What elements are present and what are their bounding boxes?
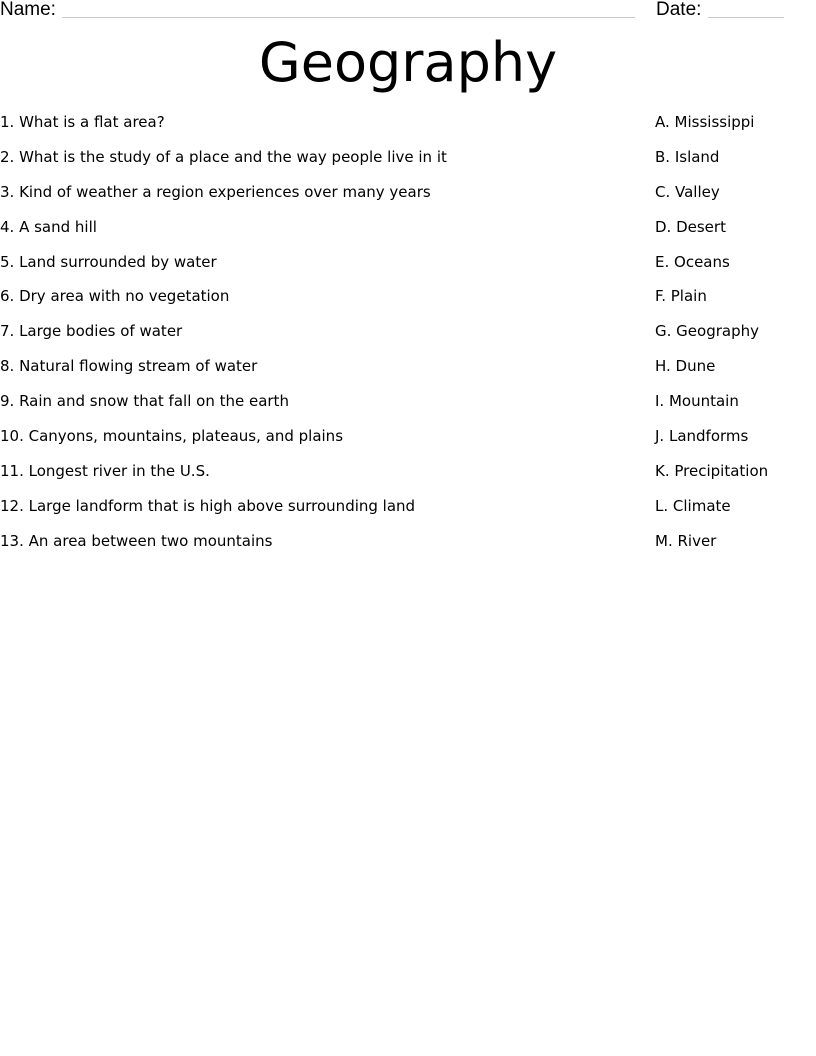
question-item: 13. An area between two mountains	[0, 531, 273, 550]
answers-list	[655, 111, 815, 565]
answer-item: K. Precipitation	[655, 461, 769, 480]
answer-item: B. Island	[655, 147, 720, 166]
answer-item: J. Landforms	[655, 427, 749, 446]
answer-item: L. Climate	[655, 496, 731, 515]
question-item: 11. Longest river in the U.S.	[0, 461, 210, 480]
question-item: 4. A sand hill	[0, 217, 97, 236]
answer-item: E. Oceans	[655, 252, 730, 271]
name-label: Name:	[0, 0, 56, 20]
question-item: 7. Large bodies of water	[0, 322, 183, 341]
question-item: 2. What is the study of a place and the way people live in it	[0, 147, 447, 166]
answer-item: C. Valley	[655, 182, 720, 201]
date-label: Date:	[656, 0, 702, 20]
question-item: 12. Large landform that is high above surrounding land	[0, 496, 416, 515]
question-item: 8. Natural flowing stream of water	[0, 357, 258, 376]
question-item: 1. What is a flat area?	[0, 113, 165, 131]
page-title: Geography	[258, 31, 558, 94]
questions-list	[0, 111, 640, 565]
name-blank-line[interactable]	[62, 17, 635, 18]
answer-item: H. Dune	[655, 357, 716, 376]
answer-item: G. Geography	[655, 322, 759, 341]
question-item: 9. Rain and snow that fall on the earth	[0, 392, 289, 411]
answer-item: F. Plain	[655, 287, 707, 306]
answer-item: I. Mountain	[655, 392, 739, 411]
question-item: 10. Canyons, mountains, plateaus, and plains	[0, 427, 344, 446]
answer-item: A. Mississippi	[655, 113, 755, 131]
date-blank-line[interactable]	[708, 17, 784, 18]
question-item: 5. Land surrounded by water	[0, 252, 217, 271]
question-item: 3. Kind of weather a region experiences over many years	[0, 182, 431, 201]
header-row	[0, 0, 816, 24]
answer-item: M. River	[655, 531, 717, 550]
question-item: 6. Dry area with no vegetation	[0, 287, 230, 306]
answer-item: D. Desert	[655, 217, 726, 236]
